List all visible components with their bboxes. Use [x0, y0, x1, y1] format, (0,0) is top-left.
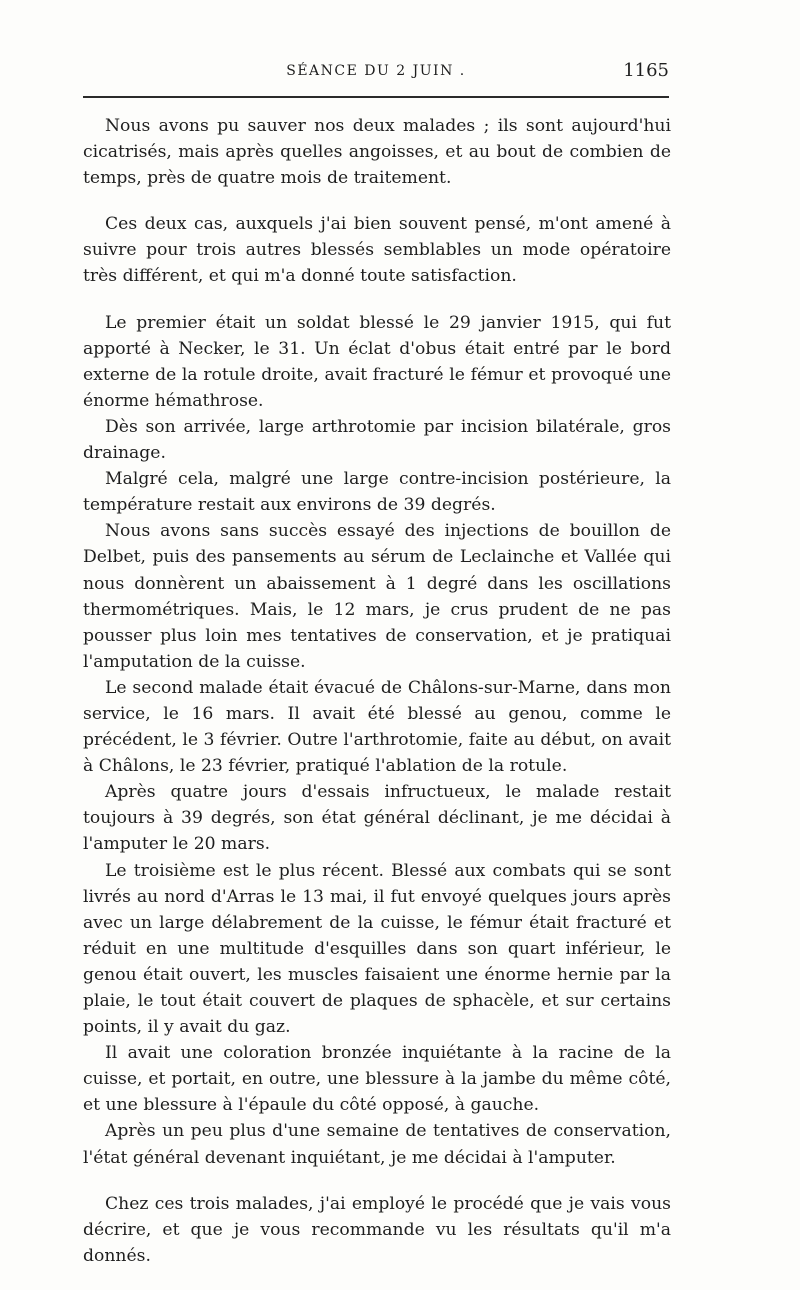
paragraph: Il avait une coloration bronzée inquiétante à la racine de la cuisse, et portait, en outre, une blessure à la jambe du même côté, et une blessure à l'épaule du côté opposé, à gauche.: [83, 1043, 671, 1116]
paragraph: Dès son arrivée, large arthrotomie par incision bilatérale, gros drainage.: [83, 416, 671, 464]
paragraph: Le second malade était évacué de Châlons-sur-Marne, dans mon service, le 16 mars. Il avait été blessé au genou, comme le précédent, le 3 février. Outre l'arthrotomie, faite au début, on avait à Châlons, le 23 février, pratiqué l'ablation de la rotule.: [83, 677, 671, 777]
paragraph: Malgré cela, malgré une large contre-incision postérieure, la température restait aux environs de 39 degrés.: [83, 469, 671, 516]
paragraph: Après un peu plus d'une semaine de tentatives de conservation, l'état général devenant inquiétant, je me décidai à l'amputer.: [83, 1121, 671, 1168]
paragraph: Ces deux cas, auxquels j'ai bien souvent pensé, m'ont amené à suivre pour trois autres blessés semblables un mode opératoire très différent, et qui m'a donné toute satisfaction.: [83, 214, 671, 287]
paragraph: Nous avons sans succès essayé des injections de bouillon de Delbet, puis des pansements au sérum de Leclainche et Vallée qui nous donnèrent un abaissement à 1 degré dans les oscillations thermométriques. Mais, le 12 mars, je crus prudent de ne pas pousser plus loin mes tentatives de conservation, et je pratiquai l'amputation de la cuisse.: [83, 521, 671, 672]
paragraph: Nous avons pu sauver nos deux malades ; ils sont aujourd'hui cicatrisés, mais après quelles angoisses, et au bout de combien de temps, près de quatre mois de traitement.: [83, 116, 671, 189]
running-head: SÉANCE DU 2 JUIN .: [286, 63, 466, 79]
page-header: [83, 58, 669, 84]
header-rule: [83, 96, 669, 98]
paragraph: Après quatre jours d'essais infructueux, le malade restait toujours à 39 degrés, son état général déclinant, je me décidai à l'amputer le 20 mars.: [83, 782, 671, 855]
paragraph: Chez ces trois malades, j'ai employé le procédé que je vais vous décrire, et que je vous recommande vu les résultats qu'il m'a donnés.: [83, 1193, 671, 1266]
paragraph: Le premier était un soldat blessé le 29 janvier 1915, qui fut apporté à Necker, le 31. Un éclat d'obus était entré par le bord externe de la rotule droite, avait fracturé le fémur et provoqué une énorme hémathrose.: [83, 312, 671, 411]
paragraph: Le troisième est le plus récent. Blessé aux combats qui se sont livrés au nord d'Arras le 13 mai, il fut envoyé quelques jours après avec un large délabrement de la cuisse, le fémur était fracturé et réduit en une multitude d'esquilles dans son quart inférieur, le genou était ouvert, les muscles faisaient une énorme hernie par la plaie, le tout était couvert de plaques de sphacèle, et sur certains points, il y avait du gaz.: [83, 860, 671, 1038]
body-text: [83, 113, 671, 1269]
page-number: 1165: [623, 60, 669, 81]
